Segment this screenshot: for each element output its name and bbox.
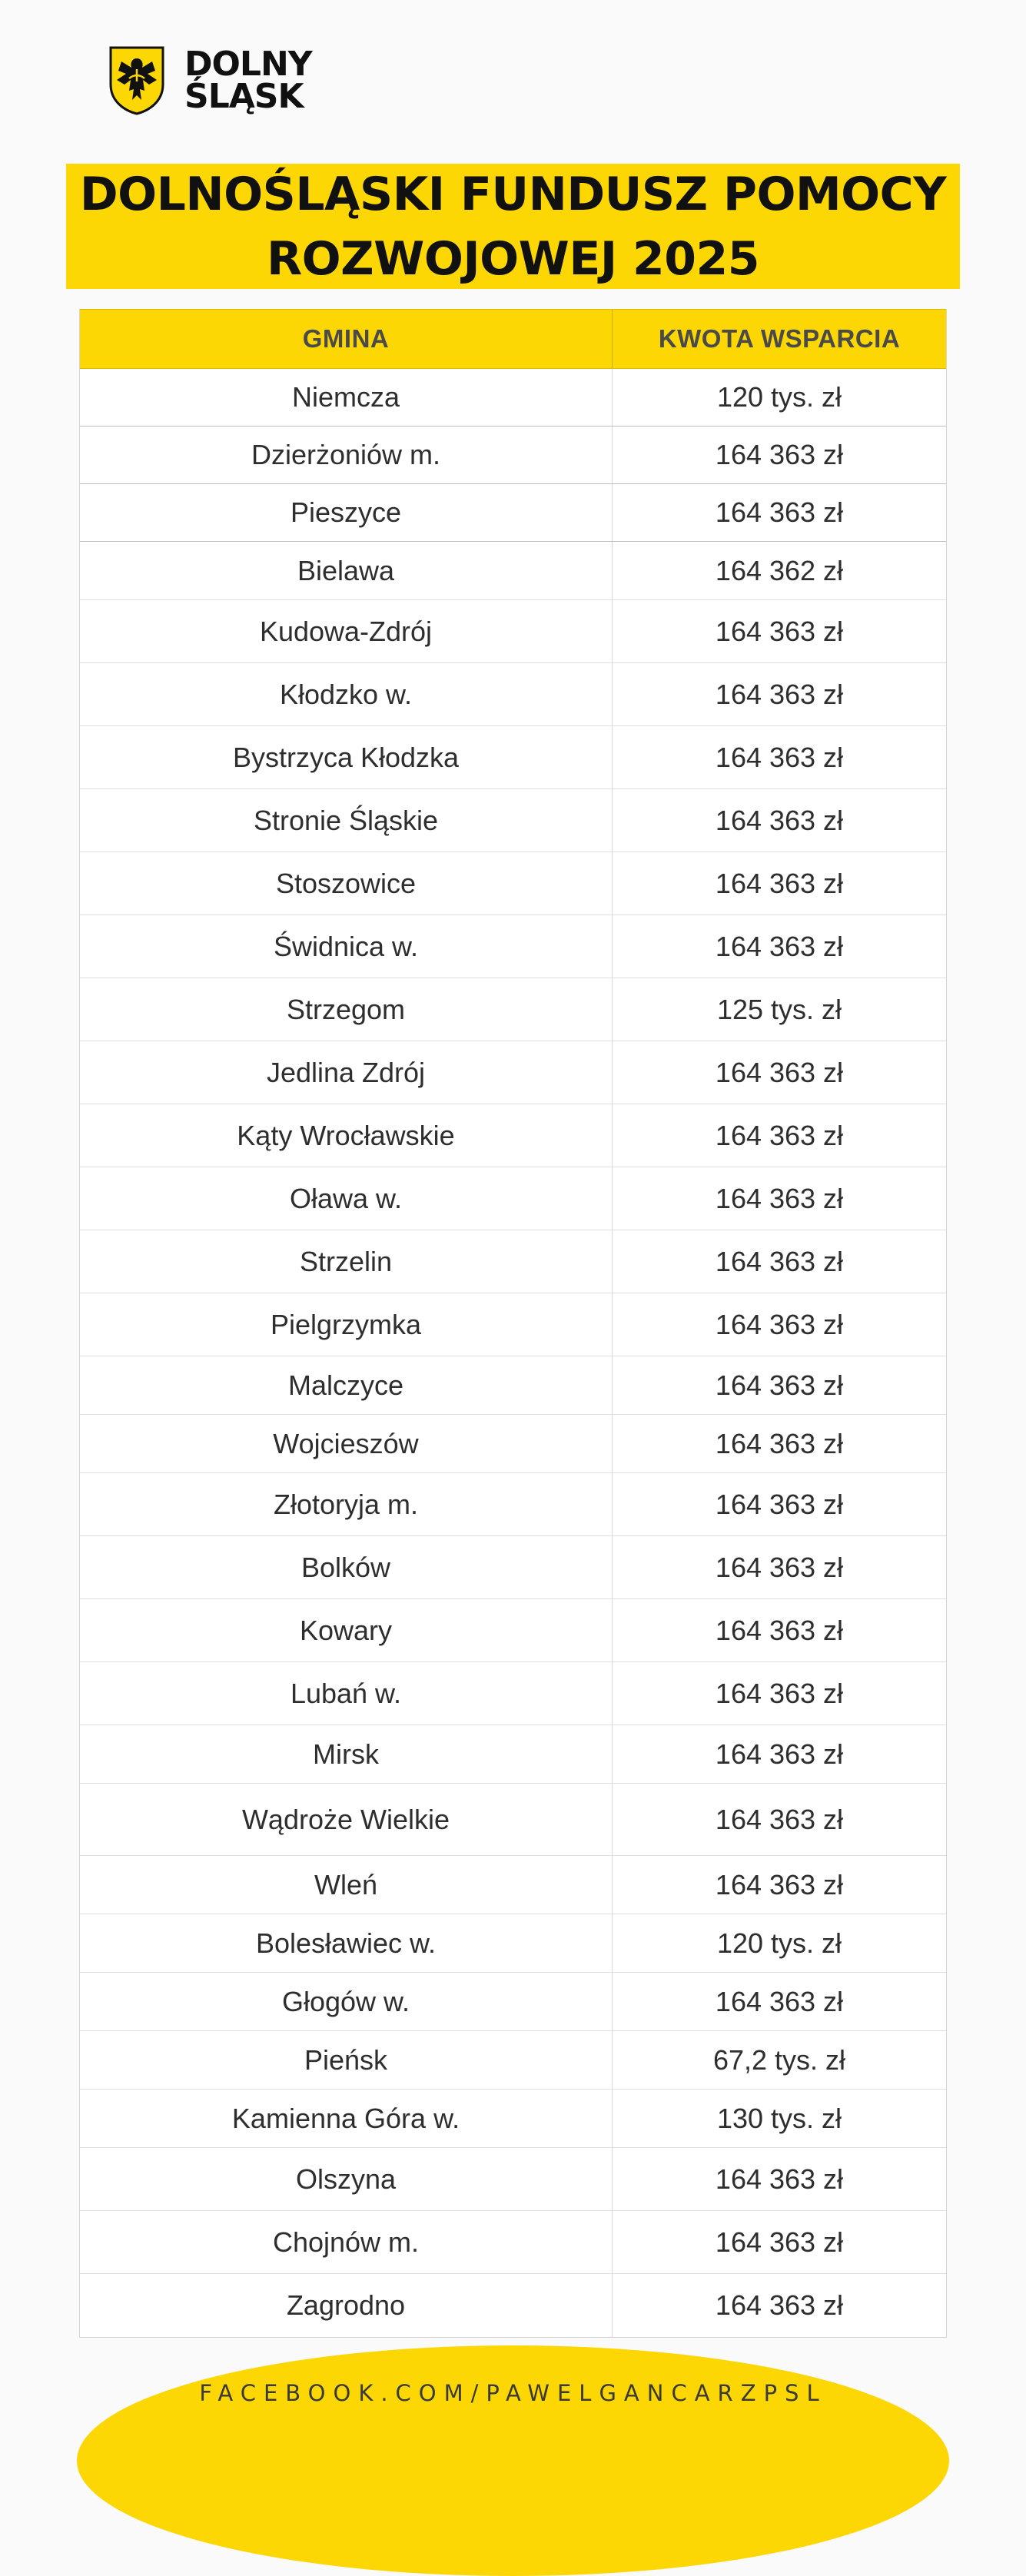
logo-wordmark [184,45,312,116]
kwota-cell: 120 tys. zł [716,381,842,413]
table-row [80,2148,946,2211]
gmina-cell: Kamienna Góra w. [80,2090,613,2147]
table-row [80,1473,946,1536]
table-row [80,542,946,600]
gmina-cell: Pieńsk [80,2031,613,2089]
gmina-cell: Pielgrzymka [80,1293,613,1356]
gmina-cell: Stoszowice [80,852,613,915]
eagle-shield-icon [109,46,164,115]
gmina-cell: Oława w. [80,1167,613,1230]
kwota-cell: 164 363 zł [715,615,844,647]
table-row [80,1230,946,1293]
gmina-cell: Pieszyce [80,484,613,541]
table-row [80,1856,946,1914]
table-row [80,1293,946,1356]
kwota-cell: 164 363 zł [715,1803,844,1835]
kwota-cell: 164 363 zł [715,2226,844,2258]
kwota-cell: 125 tys. zł [716,993,842,1025]
logo-line-1: DOLNY [184,45,312,84]
gmina-cell: Zagrodno [80,2274,613,2337]
table-row [80,1973,946,2031]
kwota-cell: 164 363 zł [715,678,844,710]
table-row [80,1536,946,1599]
table-row [80,663,946,726]
kwota-cell: 130 tys. zł [716,2102,842,2134]
kwota-cell: 164 363 zł [715,1985,844,2017]
column-header-kwota: KWOTA WSPARCIA [658,324,901,353]
kwota-cell: 164 363 zł [715,1614,844,1646]
kwota-cell: 164 363 zł [715,867,844,899]
gmina-cell: Kudowa-Zdrój [80,600,613,662]
table-row [80,2211,946,2274]
gmina-cell: Lubań w. [80,1662,613,1725]
table-body [80,369,946,2337]
table-row [80,427,946,484]
title-line-1: DOLNOŚLĄSKI FUNDUSZ POMOCY [79,167,947,221]
gmina-cell: Bolesławiec w. [80,1914,613,1972]
table-row [80,484,946,542]
kwota-cell: 164 363 zł [715,1056,844,1088]
gmina-cell: Chojnów m. [80,2211,613,2273]
table-row [80,1356,946,1415]
kwota-cell: 164 363 zł [715,1427,844,1459]
table-row [80,600,946,663]
gmina-cell: Kąty Wrocławskie [80,1104,613,1167]
kwota-cell: 164 363 zł [715,1551,844,1583]
title-banner [66,164,960,289]
kwota-cell: 164 363 zł [715,930,844,962]
logo [109,46,312,115]
gmina-cell: Mirsk [80,1725,613,1783]
gmina-cell: Bolków [80,1536,613,1598]
kwota-cell: 164 363 zł [715,1738,844,1770]
table-row [80,2031,946,2090]
table-row [80,1725,946,1784]
gmina-cell: Wądroże Wielkie [80,1784,613,1855]
logo-line-2: ŚLĄSK [184,77,304,116]
kwota-cell: 164 363 zł [715,1245,844,1277]
gmina-cell: Wojcieszów [80,1415,613,1472]
kwota-cell: 164 363 zł [715,496,844,528]
kwota-cell: 164 363 zł [715,1182,844,1214]
gmina-cell: Strzelin [80,1230,613,1293]
gmina-cell: Olszyna [80,2148,613,2210]
gmina-cell: Kowary [80,1599,613,1661]
table-row [80,915,946,978]
kwota-cell: 164 363 zł [715,2289,844,2321]
gmina-cell: Dzierżoniów m. [80,427,613,483]
table-row [80,1784,946,1856]
gmina-cell: Niemcza [80,369,613,426]
gmina-cell: Bystrzyca Kłodzka [80,726,613,788]
gmina-cell: Złotoryja m. [80,1473,613,1535]
kwota-cell: 164 363 zł [715,741,844,773]
table-row [80,1041,946,1104]
gmina-cell: Kłodzko w. [80,663,613,725]
gmina-cell: Strzegom [80,978,613,1041]
kwota-cell: 120 tys. zł [716,1927,842,1959]
kwota-cell: 164 362 zł [715,554,844,586]
table-row [80,2274,946,2337]
table-row [80,1104,946,1167]
table-row [80,789,946,852]
gmina-cell: Świdnica w. [80,915,613,978]
kwota-cell: 164 363 zł [715,439,844,470]
kwota-cell: 164 363 zł [715,2163,844,2195]
page-title [80,162,946,291]
gmina-cell: Malczyce [80,1356,613,1414]
table-row [80,852,946,915]
gmina-cell: Jedlina Zdrój [80,1041,613,1104]
table-row [80,1599,946,1662]
table-row [80,369,946,427]
table-header [80,309,946,369]
table-row [80,1415,946,1473]
gmina-cell: Bielawa [80,542,613,599]
table-row [80,978,946,1041]
column-header-gmina: GMINA [80,310,613,368]
table-row [80,726,946,789]
gmina-cell: Głogów w. [80,1973,613,2030]
kwota-cell: 164 363 zł [715,804,844,836]
funding-table [79,309,947,2338]
table-row [80,2090,946,2148]
kwota-cell: 164 363 zł [715,1677,844,1709]
table-row [80,1662,946,1725]
gmina-cell: Wleń [80,1856,613,1914]
table-row [80,1167,946,1230]
gmina-cell: Stronie Śląskie [80,789,613,851]
kwota-cell: 164 363 zł [715,1119,844,1151]
kwota-cell: 164 363 zł [715,1488,844,1520]
kwota-cell: 67,2 tys. zł [712,2043,846,2076]
title-line-2: ROZWOJOWEJ 2025 [266,231,760,286]
kwota-cell: 164 363 zł [715,1308,844,1340]
kwota-cell: 164 363 zł [715,1868,844,1900]
footer-link[interactable]: FACEBOOK.COM/PAWELGANCARZPSL [199,2380,827,2406]
table-row [80,1914,946,1973]
kwota-cell: 164 363 zł [715,1369,844,1401]
